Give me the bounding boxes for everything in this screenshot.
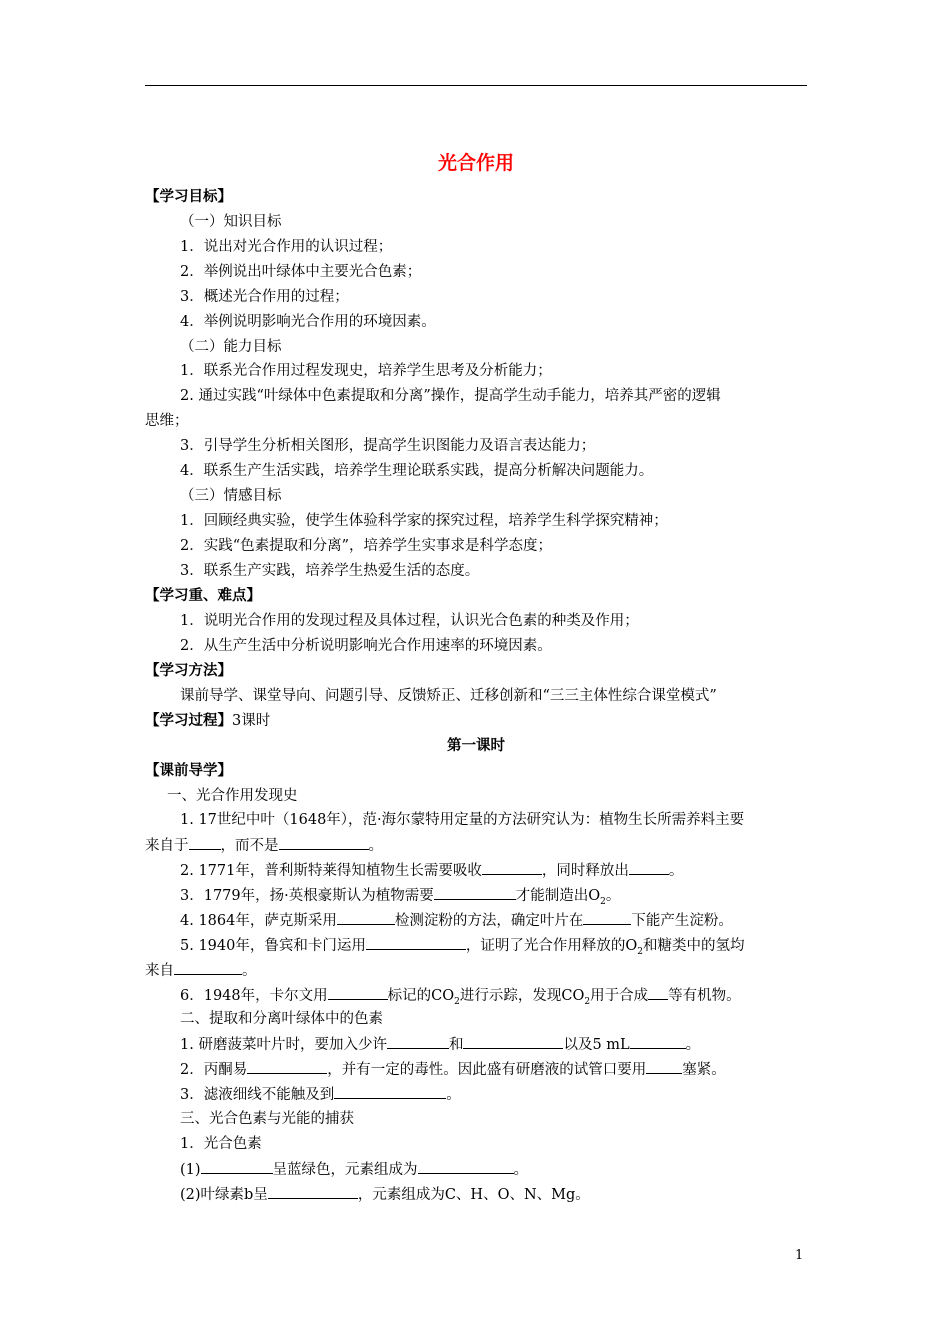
list-item: 4．举例说明影响光合作用的环境因素。: [180, 314, 436, 330]
q-text: 进行示踪，发现CO: [459, 988, 585, 1004]
list-item: 2．从生产生活中分析说明影响光合作用速率的环境因素。: [180, 638, 552, 654]
q-text: 检测淀粉的方法，确定叶片在: [394, 913, 584, 929]
q-text: 和糖类中的氢均: [642, 938, 745, 954]
list-item: 1．说明光合作用的发现过程及具体过程，认识光合色素的种类及作用；: [180, 613, 639, 629]
answer-blank[interactable]: [434, 885, 516, 900]
q-text: 标记的CO: [387, 988, 455, 1004]
q-text: 5. 1940年，鲁宾和卡门运用: [180, 938, 366, 954]
answer-blank[interactable]: [463, 1034, 563, 1049]
question-r1: [180, 1034, 700, 1055]
q-text: 1. 研磨菠菜叶片时，要加入少许: [180, 1037, 387, 1053]
subheading-knowledge: （一）知识目标: [180, 214, 282, 230]
q-text: 和: [448, 1037, 464, 1053]
answer-blank[interactable]: [646, 1059, 682, 1074]
q-text: 塞紧。: [682, 1062, 726, 1078]
q-text: ，元素组成为C、H、O、N、Mg。: [357, 1187, 590, 1203]
list-item: 1．联系光合作用过程发现史，培养学生思考及分析能力；: [180, 363, 552, 379]
q-text: 2. 1771年，普利斯特莱得知植物生长需要吸收: [180, 863, 482, 879]
q-text: (1): [180, 1162, 201, 1178]
question-5-cont: [145, 960, 257, 981]
q-text: 3．1779年，扬·英根豪斯认为植物需要: [180, 888, 434, 904]
question-6: [180, 985, 741, 1012]
answer-blank[interactable]: [387, 1034, 449, 1049]
answer-blank[interactable]: [337, 910, 395, 925]
page-title: 光合作用: [437, 152, 514, 174]
q-text: (2)叶绿素b呈: [180, 1187, 268, 1203]
section-heading-method: 【学习方法】: [145, 662, 232, 679]
list-item: 2．举例说出叶绿体中主要光合色素；: [180, 264, 422, 280]
answer-blank[interactable]: [189, 835, 221, 850]
answer-blank[interactable]: [174, 960, 242, 975]
question-2: [180, 860, 683, 881]
answer-blank[interactable]: [279, 835, 369, 850]
answer-blank[interactable]: [328, 985, 388, 1000]
subscript: 2: [584, 996, 591, 1007]
list-item: 4．联系生产生活实践，培养学生理论联系实践，提高分析解决问题能力。: [180, 463, 654, 479]
part-heading-3: 三、光合色素与光能的捕获: [180, 1111, 354, 1127]
q-text: 4. 1864年，萨克斯采用: [180, 913, 337, 929]
answer-blank[interactable]: [247, 1059, 327, 1074]
question-5: [180, 935, 744, 962]
q-text: 。: [668, 863, 684, 879]
list-item: 2．实践“色素提取和分离”，培养学生实事求是科学态度；: [180, 538, 553, 554]
q-text: 。: [368, 838, 383, 854]
section-heading-goals: 【学习目标】: [145, 188, 232, 205]
part-heading-2: 二、提取和分离叶绿体中的色素: [180, 1011, 383, 1027]
part-heading-1: 一、光合作用发现史: [167, 788, 298, 804]
answer-blank[interactable]: [482, 860, 542, 875]
question-s1: [180, 1159, 528, 1180]
question-s2: [180, 1184, 590, 1205]
method-text: 课前导学、课堂导向、问题引导、反馈矫正、迁移创新和“三三主体性综合课堂模式”: [180, 688, 717, 704]
answer-blank[interactable]: [629, 860, 669, 875]
answer-blank[interactable]: [583, 910, 631, 925]
q-text: 3．滤液细线不能触及到: [180, 1087, 335, 1103]
list-item: 3．引导学生分析相关图形，提高学生识图能力及语言表达能力；: [180, 438, 596, 454]
q-text: 呈蓝绿色，元素组成为: [272, 1162, 418, 1178]
answer-blank[interactable]: [268, 1184, 358, 1199]
q-text: ，并有一定的毒性。因此盛有研磨液的试管口要用: [327, 1062, 647, 1078]
section-heading-key: 【学习重、难点】: [145, 587, 261, 604]
section-heading-process: 【学习过程】: [145, 712, 232, 729]
q-text: 。: [242, 963, 257, 979]
q-text: 。: [685, 1037, 701, 1053]
process-hours: 3课时: [232, 713, 271, 729]
list-item: 3．联系生产实践，培养学生热爱生活的态度。: [180, 563, 480, 579]
subscript: 2: [600, 896, 606, 907]
answer-blank[interactable]: [334, 1084, 446, 1099]
q-text: 。: [446, 1087, 461, 1103]
subscript: 2: [454, 996, 460, 1007]
q-text: 下能产生淀粉。: [631, 913, 733, 929]
list-item-continuation: 思维；: [145, 413, 189, 429]
q-text: ，同时释放出: [541, 863, 629, 879]
subheading-pigments: 1．光合色素: [180, 1136, 262, 1152]
q-text: 才能制造出O: [515, 888, 601, 904]
answer-blank[interactable]: [201, 1159, 273, 1174]
list-item: 1．回顾经典实验，使学生体验科学家的探究过程，培养学生科学探究精神；: [180, 513, 668, 529]
q-text: 以及5 mL: [563, 1037, 630, 1053]
answer-blank[interactable]: [630, 1034, 686, 1049]
page-number: 1: [795, 1248, 804, 1263]
list-item: 1．说出对光合作用的认识过程；: [180, 239, 393, 255]
answer-blank[interactable]: [366, 935, 466, 950]
section-heading-pre: 【课前导学】: [145, 762, 232, 779]
q-text: ，证明了光合作用释放的O: [465, 938, 638, 954]
subscript: 2: [637, 946, 643, 957]
q-text: 。: [605, 888, 621, 904]
q-text: 用于合成: [590, 988, 649, 1004]
list-item: 3．概述光合作用的过程；: [180, 289, 349, 305]
q-text: 来自: [145, 963, 174, 979]
answer-blank[interactable]: [648, 985, 668, 1000]
answer-blank[interactable]: [418, 1159, 514, 1174]
q-text: 2．丙酮易: [180, 1062, 248, 1078]
question-1: 1. 17世纪中叶（1648年），范·海尔蒙特用定量的方法研究认为：植物生长所需养料主要: [180, 812, 745, 828]
q-text: 。: [513, 1162, 529, 1178]
q-text: ，而不是: [220, 838, 279, 854]
question-r3: [180, 1084, 461, 1105]
lesson-heading: 第一课时: [447, 737, 505, 754]
process-line: [145, 711, 270, 731]
question-4: [180, 910, 733, 931]
q-text: 等有机物。: [668, 988, 741, 1004]
subheading-ability: （二）能力目标: [180, 339, 282, 355]
question-r2: [180, 1059, 726, 1080]
q-text: 6．1948年，卡尔文用: [180, 988, 328, 1004]
question-3: [180, 885, 620, 912]
header-rule: [145, 85, 807, 86]
q-text: 来自于: [145, 838, 189, 854]
subheading-emotion: （三）情感目标: [180, 488, 282, 504]
question-1-cont: [145, 835, 383, 856]
list-item: 2. 通过实践“叶绿体中色素提取和分离”操作，提高学生动手能力，培养其严密的逻辑: [180, 388, 721, 404]
